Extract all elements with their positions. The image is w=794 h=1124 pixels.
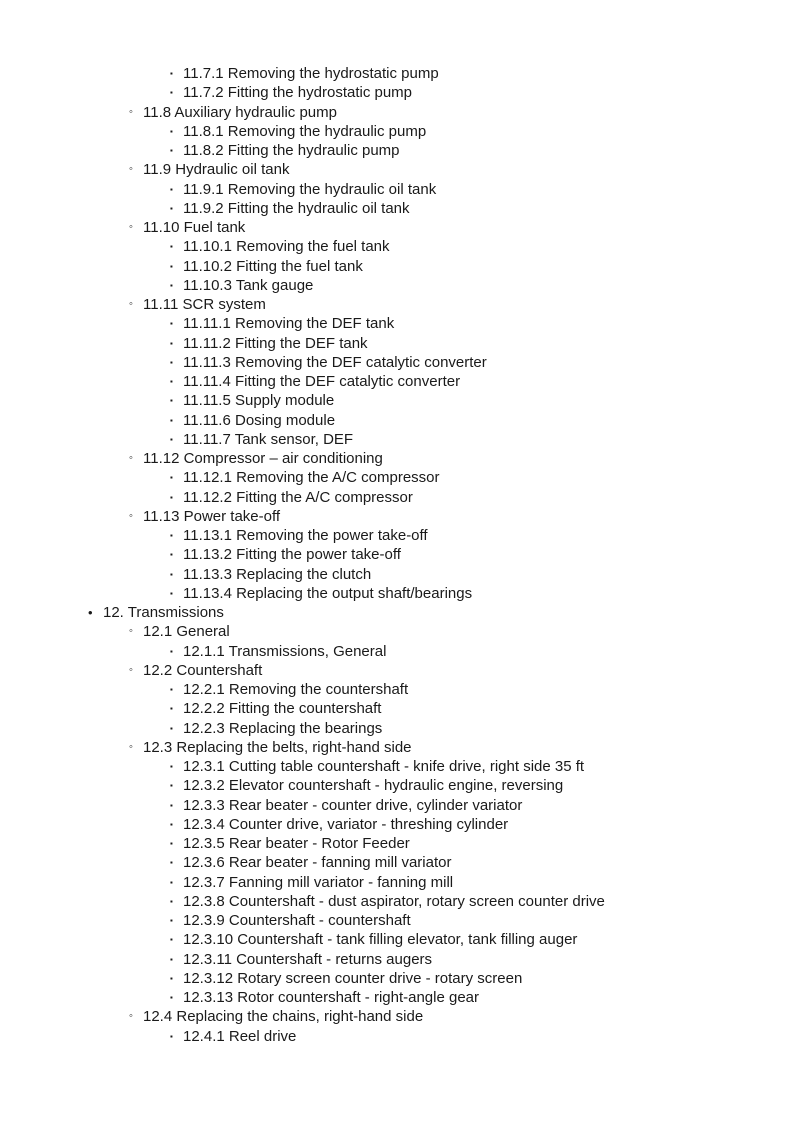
toc-entry-level-3[interactable] (0, 545, 794, 564)
toc-entry-text: 11.13.2 Fitting the power take-off (183, 546, 401, 564)
bullet-icon: ◦ (129, 452, 133, 464)
toc-entry-text: 11.13.3 Replacing the clutch (183, 565, 372, 583)
toc-entry-text: 12. Transmissions (103, 604, 224, 621)
toc-entry-level-3[interactable] (0, 699, 794, 718)
toc-entry-text: 11.10.1 Removing the fuel tank (183, 238, 390, 256)
bullet-icon: ◦ (129, 163, 133, 176)
toc-entry-text: 12.3.6 Rear beater - fanning mill variator (183, 854, 452, 872)
toc-entry-level-3[interactable] (0, 911, 794, 930)
toc-entry-level-3[interactable] (0, 64, 794, 83)
bullet-icon: ▪ (170, 261, 173, 271)
bullet-icon: ▪ (170, 935, 173, 945)
toc-entry-level-2[interactable] (0, 103, 794, 122)
bullet-icon: ◦ (129, 740, 133, 753)
toc-entry-level-2[interactable] (0, 160, 794, 179)
bullet-icon: ▪ (170, 588, 173, 598)
toc-entry-text: 11.7.2 Fitting the hydrostatic pump (183, 84, 413, 102)
toc-entry-text: 11.9.1 Removing the hydraulic oil tank (183, 180, 437, 198)
toc-entry-text: 11.10.2 Fitting the fuel tank (183, 257, 363, 275)
bullet-icon: ▪ (170, 396, 173, 406)
toc-entry-level-3[interactable] (0, 314, 794, 333)
bullet-icon: ▪ (170, 800, 173, 810)
toc-entry-level-3[interactable] (0, 680, 794, 699)
toc-entry-level-3[interactable] (0, 719, 794, 738)
toc-entry-level-3[interactable] (0, 237, 794, 256)
toc-entry-level-3[interactable] (0, 776, 794, 795)
bullet-icon: ▪ (170, 434, 173, 444)
toc-entry-level-1[interactable] (0, 603, 794, 622)
bullet-icon: ◦ (129, 509, 133, 522)
toc-entry-level-3[interactable] (0, 815, 794, 834)
bullet-icon: ▪ (170, 338, 173, 348)
toc-entry-level-2[interactable] (0, 1007, 794, 1026)
toc-entry-level-3[interactable] (0, 257, 794, 276)
toc-entry-text: 11.9.2 Fitting the hydraulic oil tank (183, 199, 410, 217)
toc-entry-text: 11.8.1 Removing the hydraulic pump (183, 122, 427, 140)
toc-entry-level-3[interactable] (0, 353, 794, 372)
toc-entry-level-3[interactable] (0, 853, 794, 872)
toc-entry-level-3[interactable] (0, 276, 794, 295)
toc-entry-level-3[interactable] (0, 122, 794, 141)
bullet-icon: ▪ (170, 280, 173, 290)
toc-entry-text: 11.13.4 Replacing the output shaft/bearings (183, 584, 473, 602)
toc-entry-level-3[interactable] (0, 796, 794, 815)
bullet-icon: ◦ (129, 663, 133, 676)
bullet-icon: • (88, 605, 93, 620)
toc-entry-level-3[interactable] (0, 430, 794, 449)
toc-entry-level-3[interactable] (0, 488, 794, 507)
toc-entry-level-2[interactable] (0, 738, 794, 757)
toc-entry-text: 11.12.2 Fitting the A/C compressor (183, 488, 413, 506)
toc-entry-level-3[interactable] (0, 372, 794, 391)
toc-entry-level-2[interactable] (0, 622, 794, 641)
bullet-icon: ◦ (129, 1010, 133, 1023)
toc-entry-level-3[interactable] (0, 141, 794, 160)
toc-entry-level-3[interactable] (0, 988, 794, 1007)
bullet-icon: ▪ (170, 242, 173, 252)
toc-entry-text: 11.13 Power take-off (143, 507, 281, 525)
toc-list (0, 64, 794, 1046)
bullet-icon: ▪ (170, 993, 173, 1002)
toc-entry-level-3[interactable] (0, 334, 794, 353)
toc-entry-text: 12.3.5 Rear beater - Rotor Feeder (183, 835, 410, 852)
toc-entry-text: 11.11.2 Fitting the DEF tank (183, 334, 368, 352)
bullet-icon: ▪ (170, 954, 173, 964)
toc-entry-text: 12.3.4 Counter drive, variator - threshing cylinder (183, 815, 509, 833)
bullet-icon: ▪ (170, 492, 173, 502)
toc-entry-level-3[interactable] (0, 199, 794, 218)
toc-entry-level-3[interactable] (0, 892, 794, 911)
toc-entry-level-3[interactable] (0, 391, 794, 410)
bullet-icon: ▪ (170, 973, 173, 983)
toc-entry-text: 11.10.3 Tank gauge (183, 276, 314, 294)
bullet-icon: ▪ (170, 88, 173, 98)
toc-entry-text: 11.13.1 Removing the power take-off (183, 527, 428, 544)
toc-entry-text: 12.3.12 Rotary screen counter drive - rotary screen (183, 969, 523, 987)
bullet-icon: ▪ (170, 1031, 173, 1041)
toc-entry-text: 11.11.7 Tank sensor, DEF (183, 430, 354, 448)
toc-entry-level-3[interactable] (0, 1027, 794, 1046)
bullet-icon: ▪ (170, 896, 173, 906)
bullet-icon: ▪ (170, 839, 173, 848)
toc-entry-level-2[interactable] (0, 218, 794, 237)
toc-entry-text: 12.2.1 Removing the countershaft (183, 681, 409, 698)
toc-entry-text: 12.3 Replacing the belts, right-hand side (143, 738, 412, 756)
toc-entry-text: 11.11.4 Fitting the DEF catalytic converter (183, 373, 461, 390)
toc-entry-level-3[interactable] (0, 930, 794, 949)
toc-entry-text: 11.11.6 Dosing module (183, 411, 336, 429)
toc-entry-text: 11.11.1 Removing the DEF tank (183, 315, 395, 333)
toc-entry-text: 11.12 Compressor – air conditioning (143, 450, 383, 467)
bullet-icon: ▪ (170, 203, 173, 213)
toc-entry-level-3[interactable] (0, 180, 794, 199)
toc-entry-text: 12.3.9 Countershaft - countershaft (183, 912, 411, 929)
toc-entry-level-2[interactable] (0, 295, 794, 314)
toc-entry-level-3[interactable] (0, 83, 794, 102)
toc-entry-level-3[interactable] (0, 950, 794, 969)
toc-entry-text: 12.2.2 Fitting the countershaft (183, 700, 382, 718)
bullet-icon: ▪ (170, 916, 173, 925)
toc-entry-text: 11.12.1 Removing the A/C compressor (183, 469, 440, 487)
toc-entry-level-3[interactable] (0, 757, 794, 776)
bullet-icon: ◦ (129, 625, 133, 638)
toc-entry-text: 12.3.2 Elevator countershaft - hydraulic engine, reversing (183, 777, 564, 795)
toc-entry-text: 11.10 Fuel tank (143, 219, 246, 236)
bullet-icon: ▪ (170, 646, 173, 656)
toc-entry-level-3[interactable] (0, 526, 794, 545)
bullet-icon: ◦ (129, 298, 133, 310)
toc-entry-level-2[interactable] (0, 661, 794, 680)
toc-entry-level-3[interactable] (0, 584, 794, 603)
toc-entry-level-3[interactable] (0, 969, 794, 988)
toc-entry-text: 12.3.8 Countershaft - dust aspirator, rotary screen counter drive (183, 892, 605, 910)
bullet-icon: ▪ (170, 377, 173, 386)
toc-entry-text: 12.1 General (143, 623, 230, 641)
toc-entry-text: 12.4.1 Reel drive (183, 1027, 297, 1045)
toc-entry-text: 11.8 Auxiliary hydraulic pump (143, 103, 337, 121)
bullet-icon: ▪ (170, 569, 173, 579)
bullet-icon: ▪ (170, 877, 173, 887)
bullet-icon: ▪ (170, 858, 173, 868)
toc-entry-text: 11.11 SCR system (143, 296, 266, 313)
toc-entry-level-2[interactable] (0, 449, 794, 468)
toc-entry-text: 11.11.5 Supply module (183, 392, 335, 410)
bullet-icon: ▪ (170, 704, 173, 714)
bullet-icon: ▪ (170, 762, 173, 771)
toc-entry-text: 12.4 Replacing the chains, right-hand side (143, 1008, 424, 1026)
toc-entry-text: 12.1.1 Transmissions, General (183, 642, 387, 660)
toc-entry-text: 11.8.2 Fitting the hydraulic pump (183, 142, 400, 159)
toc-entry-text: 12.2 Countershaft (143, 661, 263, 679)
toc-entry-level-3[interactable] (0, 873, 794, 892)
toc-entry-text: 12.3.3 Rear beater - counter drive, cylinder variator (183, 796, 523, 814)
toc-entry-text: 12.3.7 Fanning mill variator - fanning mill (183, 873, 454, 891)
bullet-icon: ▪ (170, 319, 173, 329)
bullet-icon: ▪ (170, 550, 173, 560)
bullet-icon: ◦ (129, 221, 133, 233)
bullet-icon: ▪ (170, 146, 173, 155)
toc-entry-level-3[interactable] (0, 411, 794, 430)
bullet-icon: ◦ (129, 105, 133, 118)
bullet-icon: ▪ (170, 723, 173, 733)
toc-entry-text: 12.3.10 Countershaft - tank filling elevator, tank filling auger (183, 931, 578, 949)
toc-entry-text: 12.3.1 Cutting table countershaft - knife drive, right side 35 ft (183, 758, 585, 775)
bullet-icon: ▪ (170, 357, 173, 367)
toc-entry-level-3[interactable] (0, 642, 794, 661)
bullet-icon: ▪ (170, 819, 173, 829)
toc-entry-text: 12.3.13 Rotor countershaft - right-angle gear (183, 989, 480, 1006)
bullet-icon: ▪ (170, 473, 173, 483)
bullet-icon: ▪ (170, 781, 173, 791)
toc-entry-level-3[interactable] (0, 565, 794, 584)
bullet-icon: ▪ (170, 415, 173, 425)
toc-entry-level-2[interactable] (0, 507, 794, 526)
toc-entry-level-3[interactable] (0, 468, 794, 487)
bullet-icon: ▪ (170, 126, 173, 136)
bullet-icon: ▪ (170, 184, 173, 194)
toc-entry-text: 12.2.3 Replacing the bearings (183, 719, 383, 737)
toc-entry-level-3[interactable] (0, 834, 794, 853)
toc-entry-text: 11.11.3 Removing the DEF catalytic converter (183, 353, 487, 371)
toc-entry-text: 11.7.1 Removing the hydrostatic pump (183, 65, 439, 82)
toc-entry-text: 11.9 Hydraulic oil tank (143, 161, 290, 179)
bullet-icon: ▪ (170, 69, 173, 78)
bullet-icon: ▪ (170, 531, 173, 540)
toc-entry-text: 12.3.11 Countershaft - returns augers (183, 950, 433, 968)
bullet-icon: ▪ (170, 685, 173, 694)
